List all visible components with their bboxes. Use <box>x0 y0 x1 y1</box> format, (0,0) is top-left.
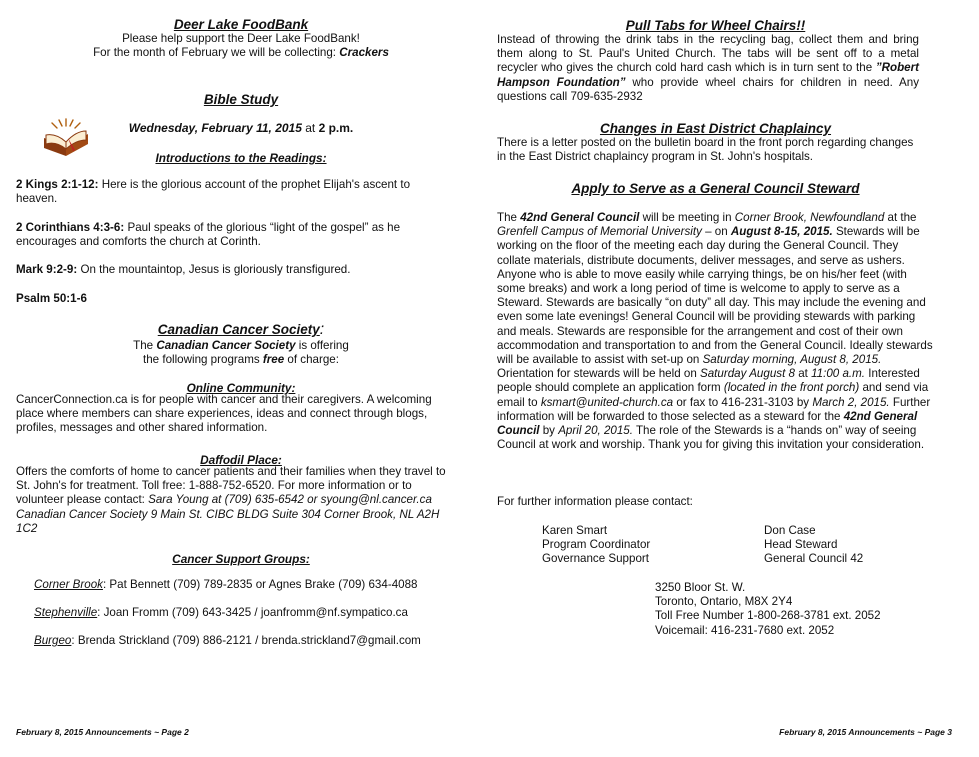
online-community-title: Online Community: <box>186 381 296 395</box>
foodbank-line2: For the month of February we will be collecting: Crackers <box>93 46 389 60</box>
foodbank-line1: Please help support the Deer Lake FoodBank! <box>122 32 360 45</box>
contact-karen-smart: Karen Smart Program Coordinator Governance Support <box>542 524 651 566</box>
contact-don-case: Don Case Head Steward General Council 42 <box>764 524 864 566</box>
support-group-burgeo: Burgeo: Brenda Strickland (709) 886-2121 / brenda.strickland7@gmail.com <box>34 634 421 647</box>
reading-1: 2 Kings 2:1-12: Here is the glorious account of the prophet Elijah's ascent to heaven. <box>16 178 411 206</box>
cancer-intro-1: The Canadian Cancer Society is offering <box>133 339 349 352</box>
cancer-title: Canadian Cancer Society <box>157 322 320 337</box>
chaplaincy-text: There is a letter posted on the bulletin board in the front porch regarding changes in the East District chaplaincy program in St. John's hospitals. <box>497 136 914 164</box>
reading-4: Psalm 50:1-6 <box>16 292 87 305</box>
steward-email: ksmart@united-church.ca <box>540 395 674 409</box>
pull-tabs-text: Instead of throwing the drink tabs in the recycling bag, collect them and bring them along to St. Paul's United Church. The tabs will be sent off to a metal recycler who gives the church cold hard cash which is in turn sent to the ”Robert Hampson Foundation” who provide wheel chairs for children in need. Any questions call 709-635-2932 <box>497 33 919 103</box>
daffodil-title: Daffodil Place: <box>200 453 282 467</box>
online-community-text: CancerConnection.ca is for people with cancer and their caregivers. A welcoming place where members can share experiences, ideas and connect through blogs, profiles, messages and other shared information. <box>16 393 432 435</box>
further-info: For further information please contact: <box>497 495 693 508</box>
bible-date: Wednesday, February 11, 2015 at 2 p.m. <box>128 121 354 135</box>
reading-2: 2 Corinthians 4:3-6: Paul speaks of the glorious “light of the gospel” as he encourages and comforts the church at Corinth. <box>16 221 401 249</box>
reading-3: Mark 9:2-9: On the mountaintop, Jesus is gloriously transfigured. <box>16 263 351 276</box>
daffodil-text: Offers the comforts of home to cancer patients and their families when they travel to St. John's for treatment. Toll free: 1-888-752-6520. For more information or to volunteer please contact: Sara Young at (709) 635-6542 or syoung@nl.cancer.ca Canadian Cancer Society 9 Main St. CIBC BLDG Suite 304 Corner Brook, NL A2H 1C2 <box>16 465 446 535</box>
foundation-name: ”Robert Hampson Foundation” <box>497 61 919 89</box>
readings-intro-title: Introductions to the Readings: <box>155 151 327 165</box>
footer-page-2: February 8, 2015 Announcements ~ Page 2 <box>16 727 189 737</box>
support-groups-title: Cancer Support Groups: <box>172 552 310 566</box>
daffodil-contact: Sara Young at (709) 635-6542 or syoung@nl.cancer.ca Canadian Cancer Society 9 Main St. CIBC BLDG Suite 304 Corner Brook, NL A2H 1C2 <box>16 493 440 535</box>
foodbank-item: Crackers <box>339 46 389 60</box>
bible-study-title: Bible Study <box>203 92 279 107</box>
mailing-address: 3250 Bloor St. W. Toronto, Ontario, M8X 2Y4 Toll Free Number 1-800-268-3781 ext. 2052 Voicemail: 416-231-7680 ext. 2052 <box>655 581 881 637</box>
support-group-corner-brook: Corner Brook: Pat Bennett (709) 789-2835 or Agnes Brake (709) 634-4088 <box>34 578 418 591</box>
cancer-section-header: Canadian Cancer Society: The Canadian Cancer Society is offering the following programs free of charge: <box>16 321 466 367</box>
foodbank-title: Deer Lake FoodBank <box>173 17 309 32</box>
pull-tabs-title: Pull Tabs for Wheel Chairs!! <box>625 18 806 33</box>
steward-paragraph: The 42nd General Council will be meeting in Corner Brook, Newfoundland at the Grenfell Campus of Memorial University – on August 8-15, 2015. Stewards will be working on the floor of the meeting each day during the General Council. They collate materials, distribute documents, deliver messages, and serve as ushers. Anyone who is able to move easily while carrying things, be on his/her feet (with some breaks) and work a long period of time is welcome to apply to serve as a Steward. Stewards are basically “on duty” all day. This may include the evening and even some late evenings! General Council will be providing stewards with parking and meals. Stewards are responsible for the arrangement and cost of their own accommodation and transportation to and from the General Council. Ideally stewards will be available to assist with set-up on Saturday morning, August 8, 2015. Orientation for stewards will be held on Saturday August 8 at 11:00 a.m. Interested people should complete an application form (located in the front porch) and send via email to ksmart@united-church.ca or fax to 416-231-3103 by March 2, 2015. Further information will be forwarded to those selected as a steward for the 42nd General Council by April 20, 2015. The role of the Stewards is a “hands on” way of seeing Council at work and worship. Thank you for giving this invitation your consideration. <box>497 211 933 452</box>
chaplaincy-title: Changes in East District Chaplaincy <box>599 121 832 136</box>
support-group-stephenville: Stephenville: Joan Fromm (709) 643-3425 / joanfromm@nf.sympatico.ca <box>34 606 408 619</box>
foodbank-section <box>16 17 466 60</box>
footer-page-3: February 8, 2015 Announcements ~ Page 3 <box>779 727 952 737</box>
steward-title: Apply to Serve as a General Council Steward <box>571 181 860 196</box>
cancer-intro-2: the following programs free of charge: <box>143 353 339 367</box>
